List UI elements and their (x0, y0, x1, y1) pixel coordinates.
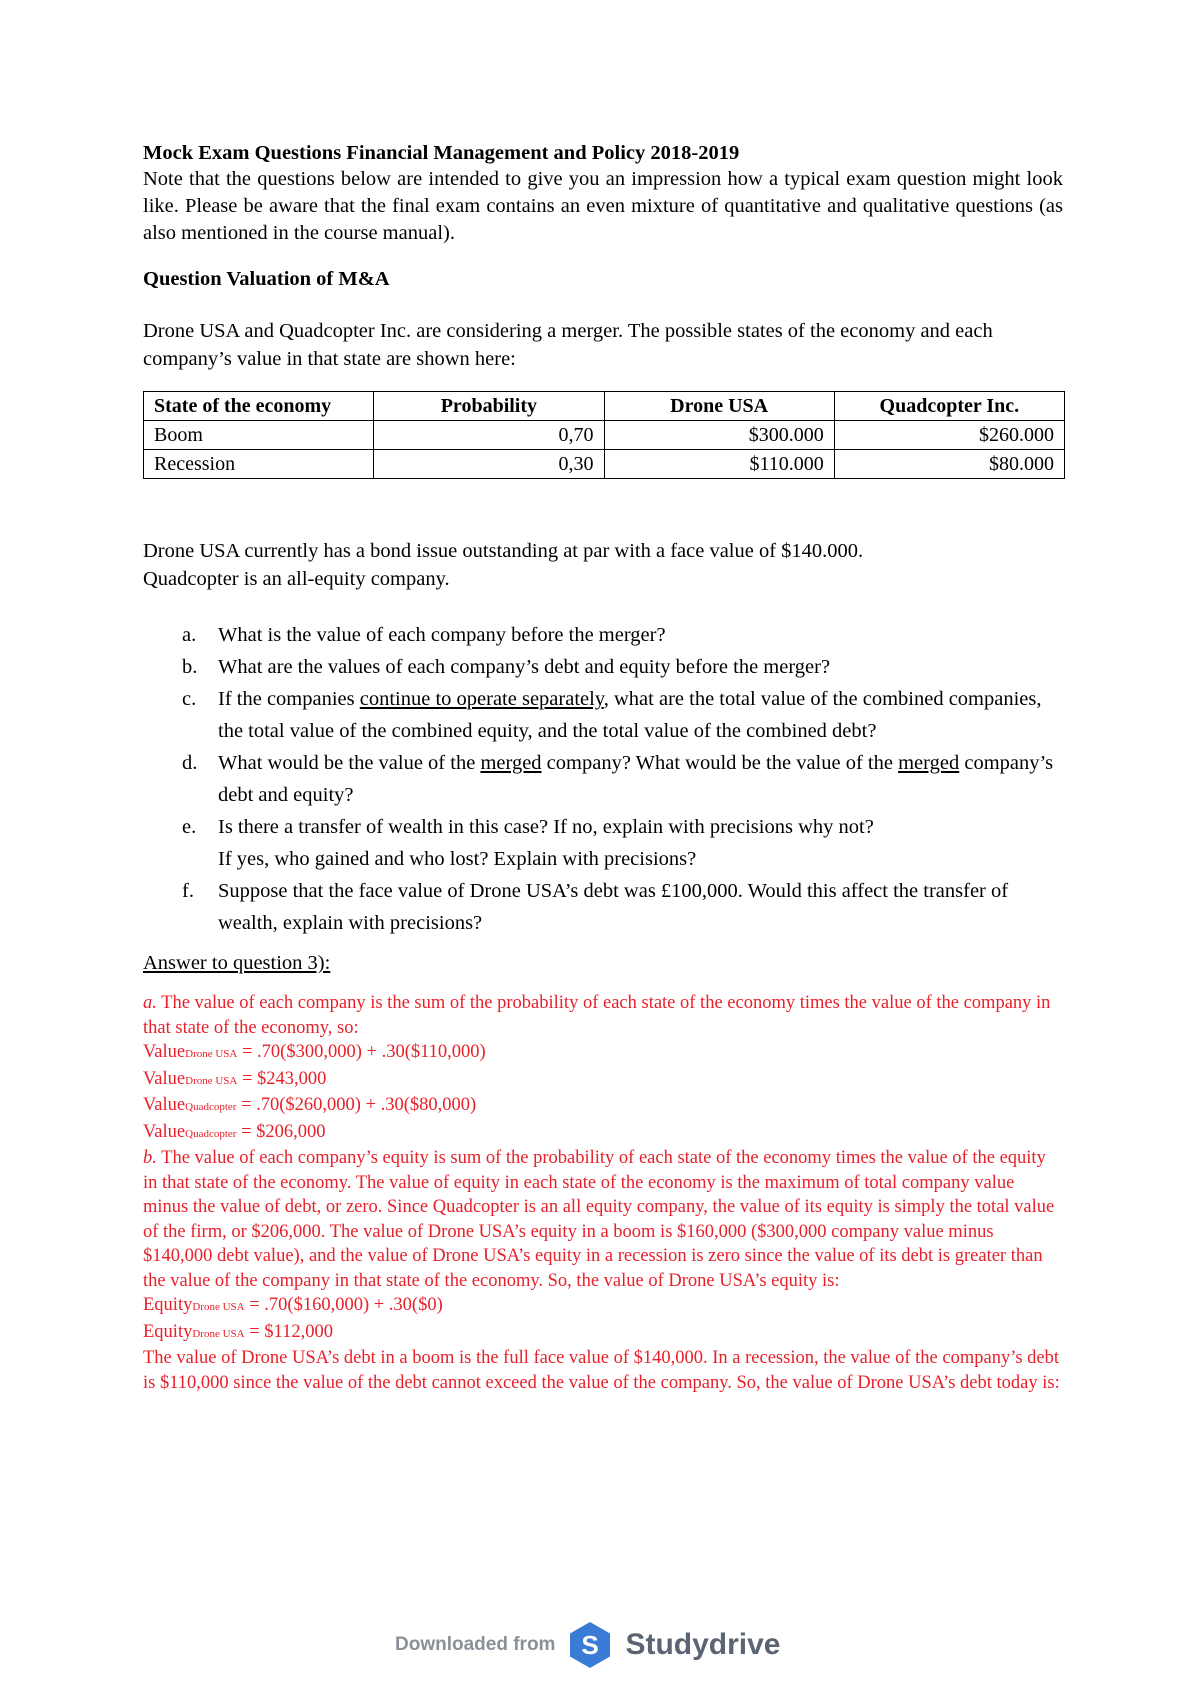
equation-label: Value (143, 1095, 186, 1115)
table-cell: $110.000 (604, 450, 834, 479)
equation-line (143, 1320, 1063, 1347)
list-marker: b. (182, 656, 198, 678)
list-marker: c. (182, 688, 197, 710)
table-header-row (144, 392, 1065, 421)
economy-table (143, 391, 1065, 479)
equation-expression: = $112,000 (244, 1321, 333, 1342)
table-header: Drone USA (604, 392, 834, 421)
table-header: Probability (374, 392, 604, 421)
question-text-post: , what are the total value of the combined companies, the total value of the combined equity, and the total value of the combined debt? (218, 688, 1042, 742)
answer-debt-paragraph: The value of Drone USA’s debt in a boom is the full face value of $140,000. In a recession, the value of the company’s debt is $110,000 since the value of the debt cannot exceed the value of the company. So, the value of Drone USA’s debt today is: (143, 1348, 1060, 1393)
table-cell: 0,30 (374, 450, 604, 479)
question-underline: continue to operate separately (359, 688, 604, 710)
answer-a-text: The value of each company is the sum of the probability of each state of the economy times the value of the company in that state of the economy, so: (143, 993, 1051, 1038)
equation-line (143, 1093, 1063, 1120)
question-text-post: company’s debt and equity? (218, 752, 1054, 806)
list-item (182, 875, 1063, 939)
equation-line (143, 1293, 1063, 1320)
question-list (143, 619, 1063, 939)
equation-subscript: Drone USA (192, 1327, 245, 1340)
equation-line (143, 1040, 1063, 1067)
equation-expression: = .70($160,000) + .30($0) (244, 1295, 443, 1315)
list-marker: d. (182, 752, 198, 774)
equation-line (143, 1067, 1063, 1094)
question-intro: Drone USA and Quadcopter Inc. are considering a merger. The possible states of the economy and each company’s value in that state are shown here: (143, 320, 993, 370)
table-cell: $300.000 (604, 421, 834, 450)
list-item (182, 619, 1063, 651)
question-text-pre: If the companies (218, 688, 360, 710)
table-row (144, 421, 1065, 450)
studydrive-logo-icon (565, 1620, 615, 1670)
answer-b-paragraph (143, 1146, 1063, 1293)
question-text-second-line: If yes, who gained and who lost? Explain with precisions? (218, 848, 697, 870)
question-heading: Question Valuation of M&A (143, 268, 390, 290)
answer-block (143, 991, 1063, 1395)
equation-label: Value (143, 1068, 186, 1089)
equation-label: Value (143, 1042, 186, 1062)
equation-expression: = .70($260,000) + .30($80,000) (236, 1095, 477, 1115)
question-text: Is there a transfer of wealth in this case? If no, explain with precisions why not? (218, 816, 874, 838)
equation-label: Equity (143, 1321, 193, 1342)
download-footer[interactable] (395, 1615, 781, 1675)
document-page (143, 140, 1063, 1395)
answer-a-paragraph (143, 991, 1063, 1040)
equation-subscript: Quadcopter (185, 1101, 237, 1113)
equation-subscript: Drone USA (192, 1301, 245, 1313)
list-item (182, 747, 1063, 811)
document-note: Note that the questions below are intended to give you an impression how a typical exam question might look like. Please be aware that the final exam contains an even mixture of quantitative and qualitative questions (as also mentioned in the course manual). (143, 168, 1063, 244)
table-cell: Boom (144, 421, 374, 450)
logo-letter: S (581, 1630, 600, 1660)
bond-text: Drone USA currently has a bond issue outstanding at par with a face value of $140.000. Quadcopter is an all-equity company. (143, 540, 864, 590)
question-text: What is the value of each company before the merger? (218, 624, 666, 646)
question-underline: merged (480, 752, 542, 774)
downloaded-from-text: Downloaded from (395, 1634, 556, 1655)
question-text-pre: What would be the value of the (218, 752, 481, 774)
question-text: Suppose that the face value of Drone USA’s debt was £100,000. Would this affect the transfer of wealth, explain with precisions? (218, 880, 1009, 934)
table-row (144, 450, 1065, 479)
answer-a-mark: a. (143, 993, 157, 1013)
equation-line (143, 1120, 1063, 1147)
table-cell: $260.000 (834, 421, 1064, 450)
question-text: What are the values of each company’s debt and equity before the merger? (218, 656, 831, 678)
list-item (182, 683, 1063, 747)
question-underline: merged (898, 752, 960, 774)
question-text-mid: company? What would be the value of the (541, 752, 899, 774)
equation-label: Equity (143, 1295, 193, 1315)
equation-expression: = $206,000 (236, 1121, 326, 1142)
equation-expression: = .70($300,000) + .30($110,000) (237, 1042, 486, 1062)
equation-subscript: Drone USA (185, 1074, 238, 1087)
table-cell: 0,70 (374, 421, 604, 450)
table-header: Quadcopter Inc. (834, 392, 1064, 421)
table-cell: $80.000 (834, 450, 1064, 479)
list-marker: e. (182, 816, 197, 838)
equation-label: Value (143, 1121, 186, 1142)
list-marker: a. (182, 624, 197, 646)
answer-b-mark: b. (143, 1148, 157, 1168)
equation-expression: = $243,000 (237, 1068, 327, 1089)
answer-heading: Answer to question 3): (143, 952, 331, 974)
list-item (182, 651, 1063, 683)
table-cell: Recession (144, 450, 374, 479)
document-title: Mock Exam Questions Financial Management and Policy 2018-2019 (143, 142, 740, 164)
equation-subscript: Quadcopter (185, 1127, 237, 1140)
table-header: State of the economy (144, 392, 374, 421)
equation-subscript: Drone USA (185, 1048, 238, 1060)
studydrive-brand: Studydrive (625, 1628, 781, 1661)
list-marker: f. (182, 880, 194, 902)
answer-b-text: The value of each company’s equity is sum of the probability of each state of the economy times the value of the equity in that state of the economy. The value of equity in each state of the economy is the maximum of total company value minus the value of debt, or zero. Since Quadcopter is an all equity company, the value of its equity is simply the total value of the firm, or $206,000. The value of Drone USA’s equity in a boom is $160,000 ($300,000 company value minus $140,000 debt value), and the value of Drone USA’s equity in a recession is zero since the value of its debt is greater than the value of the company in that state of the economy. So, the value of Drone USA’s equity is: (143, 1148, 1055, 1291)
list-item (182, 811, 1063, 875)
